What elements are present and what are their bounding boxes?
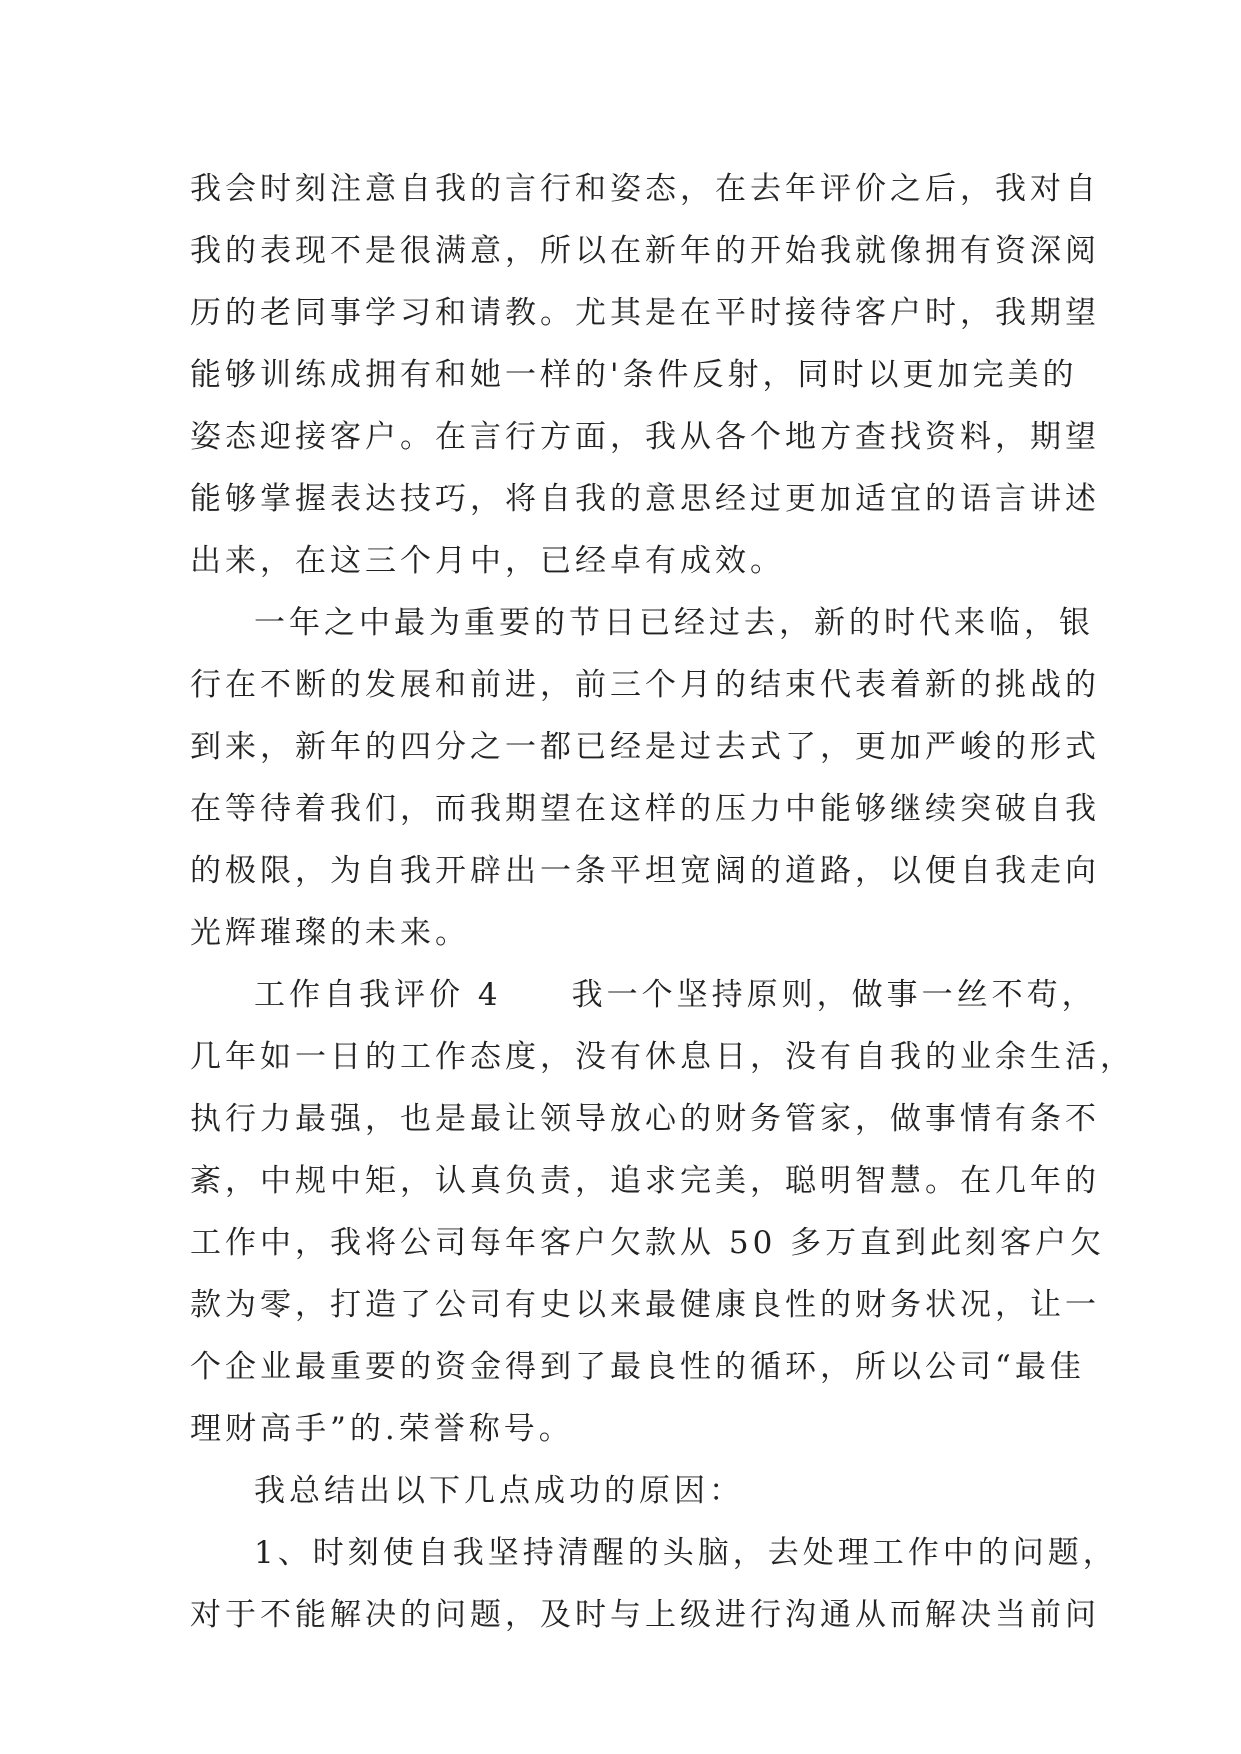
paragraph [190, 592, 1100, 964]
text-line: 一年之中最为重要的节日已经过去，新的时代来临，银 [254, 605, 1094, 641]
text-line: 我总结出以下几点成功的原因： [254, 1473, 744, 1509]
text-line: 款为零，打造了公司有史以来最健康良性的财务状况，让一 [190, 1287, 1100, 1323]
text-line: 能够掌握表达技巧，将自我的意思经过更加适宜的语言讲述 [190, 481, 1100, 517]
text-line: 到来，新年的四分之一都已经是过去式了，更加严峻的形式 [190, 729, 1100, 765]
paragraph [190, 1522, 1118, 1646]
text-line: 理财高手”的.荣誉称号。 [190, 1411, 574, 1447]
document-body [190, 158, 1135, 1646]
text-line: 工作中，我将公司每年客户欠款从 50 多万直到此刻客户欠 [190, 1225, 1106, 1261]
text-line: 我的表现不是很满意，所以在新年的开始我就像拥有资深阅 [190, 233, 1100, 269]
text-line: 对于不能解决的问题，及时与上级进行沟通从而解决当前问 [190, 1597, 1100, 1633]
text-line: 姿态迎接客户。在言行方面，我从各个地方查找资料，期望 [190, 419, 1100, 455]
text-line: 行在不断的发展和前进，前三个月的结束代表着新的挑战的 [190, 667, 1100, 703]
text-line: 执行力最强，也是最让领导放心的财务管家，做事情有条不 [190, 1101, 1100, 1137]
paragraph [190, 964, 1135, 1460]
text-line: 紊，中规中矩，认真负责，追求完美，聪明智慧。在几年的 [190, 1163, 1100, 1199]
text-line: 在等待着我们，而我期望在这样的压力中能够继续突破自我 [190, 791, 1100, 827]
text-line: 1、时刻使自我坚持清醒的头脑，去处理工作中的问题， [254, 1535, 1118, 1571]
text-line: 我会时刻注意自我的言行和姿态，在去年评价之后，我对自 [190, 171, 1100, 207]
text-line: 工作自我评价 4 我一个坚持原则，做事一丝不苟， [254, 977, 1097, 1013]
text-line: 光辉璀璨的未来。 [190, 915, 470, 951]
text-line: 的极限，为自我开辟出一条平坦宽阔的道路，以便自我走向 [190, 853, 1100, 889]
text-line: 历的老同事学习和请教。尤其是在平时接待客户时，我期望 [190, 295, 1100, 331]
text-line: 几年如一日的工作态度，没有休息日，没有自我的业余生活， [190, 1039, 1135, 1075]
text-line: 能够训练成拥有和她一样的'条件反射，同时以更加完美的 [190, 357, 1078, 393]
paragraph [190, 1460, 1050, 1522]
paragraph [190, 158, 1100, 592]
text-line: 出来，在这三个月中，已经卓有成效。 [190, 543, 785, 579]
text-line: 个企业最重要的资金得到了最良性的循环，所以公司“最佳 [190, 1349, 1085, 1385]
